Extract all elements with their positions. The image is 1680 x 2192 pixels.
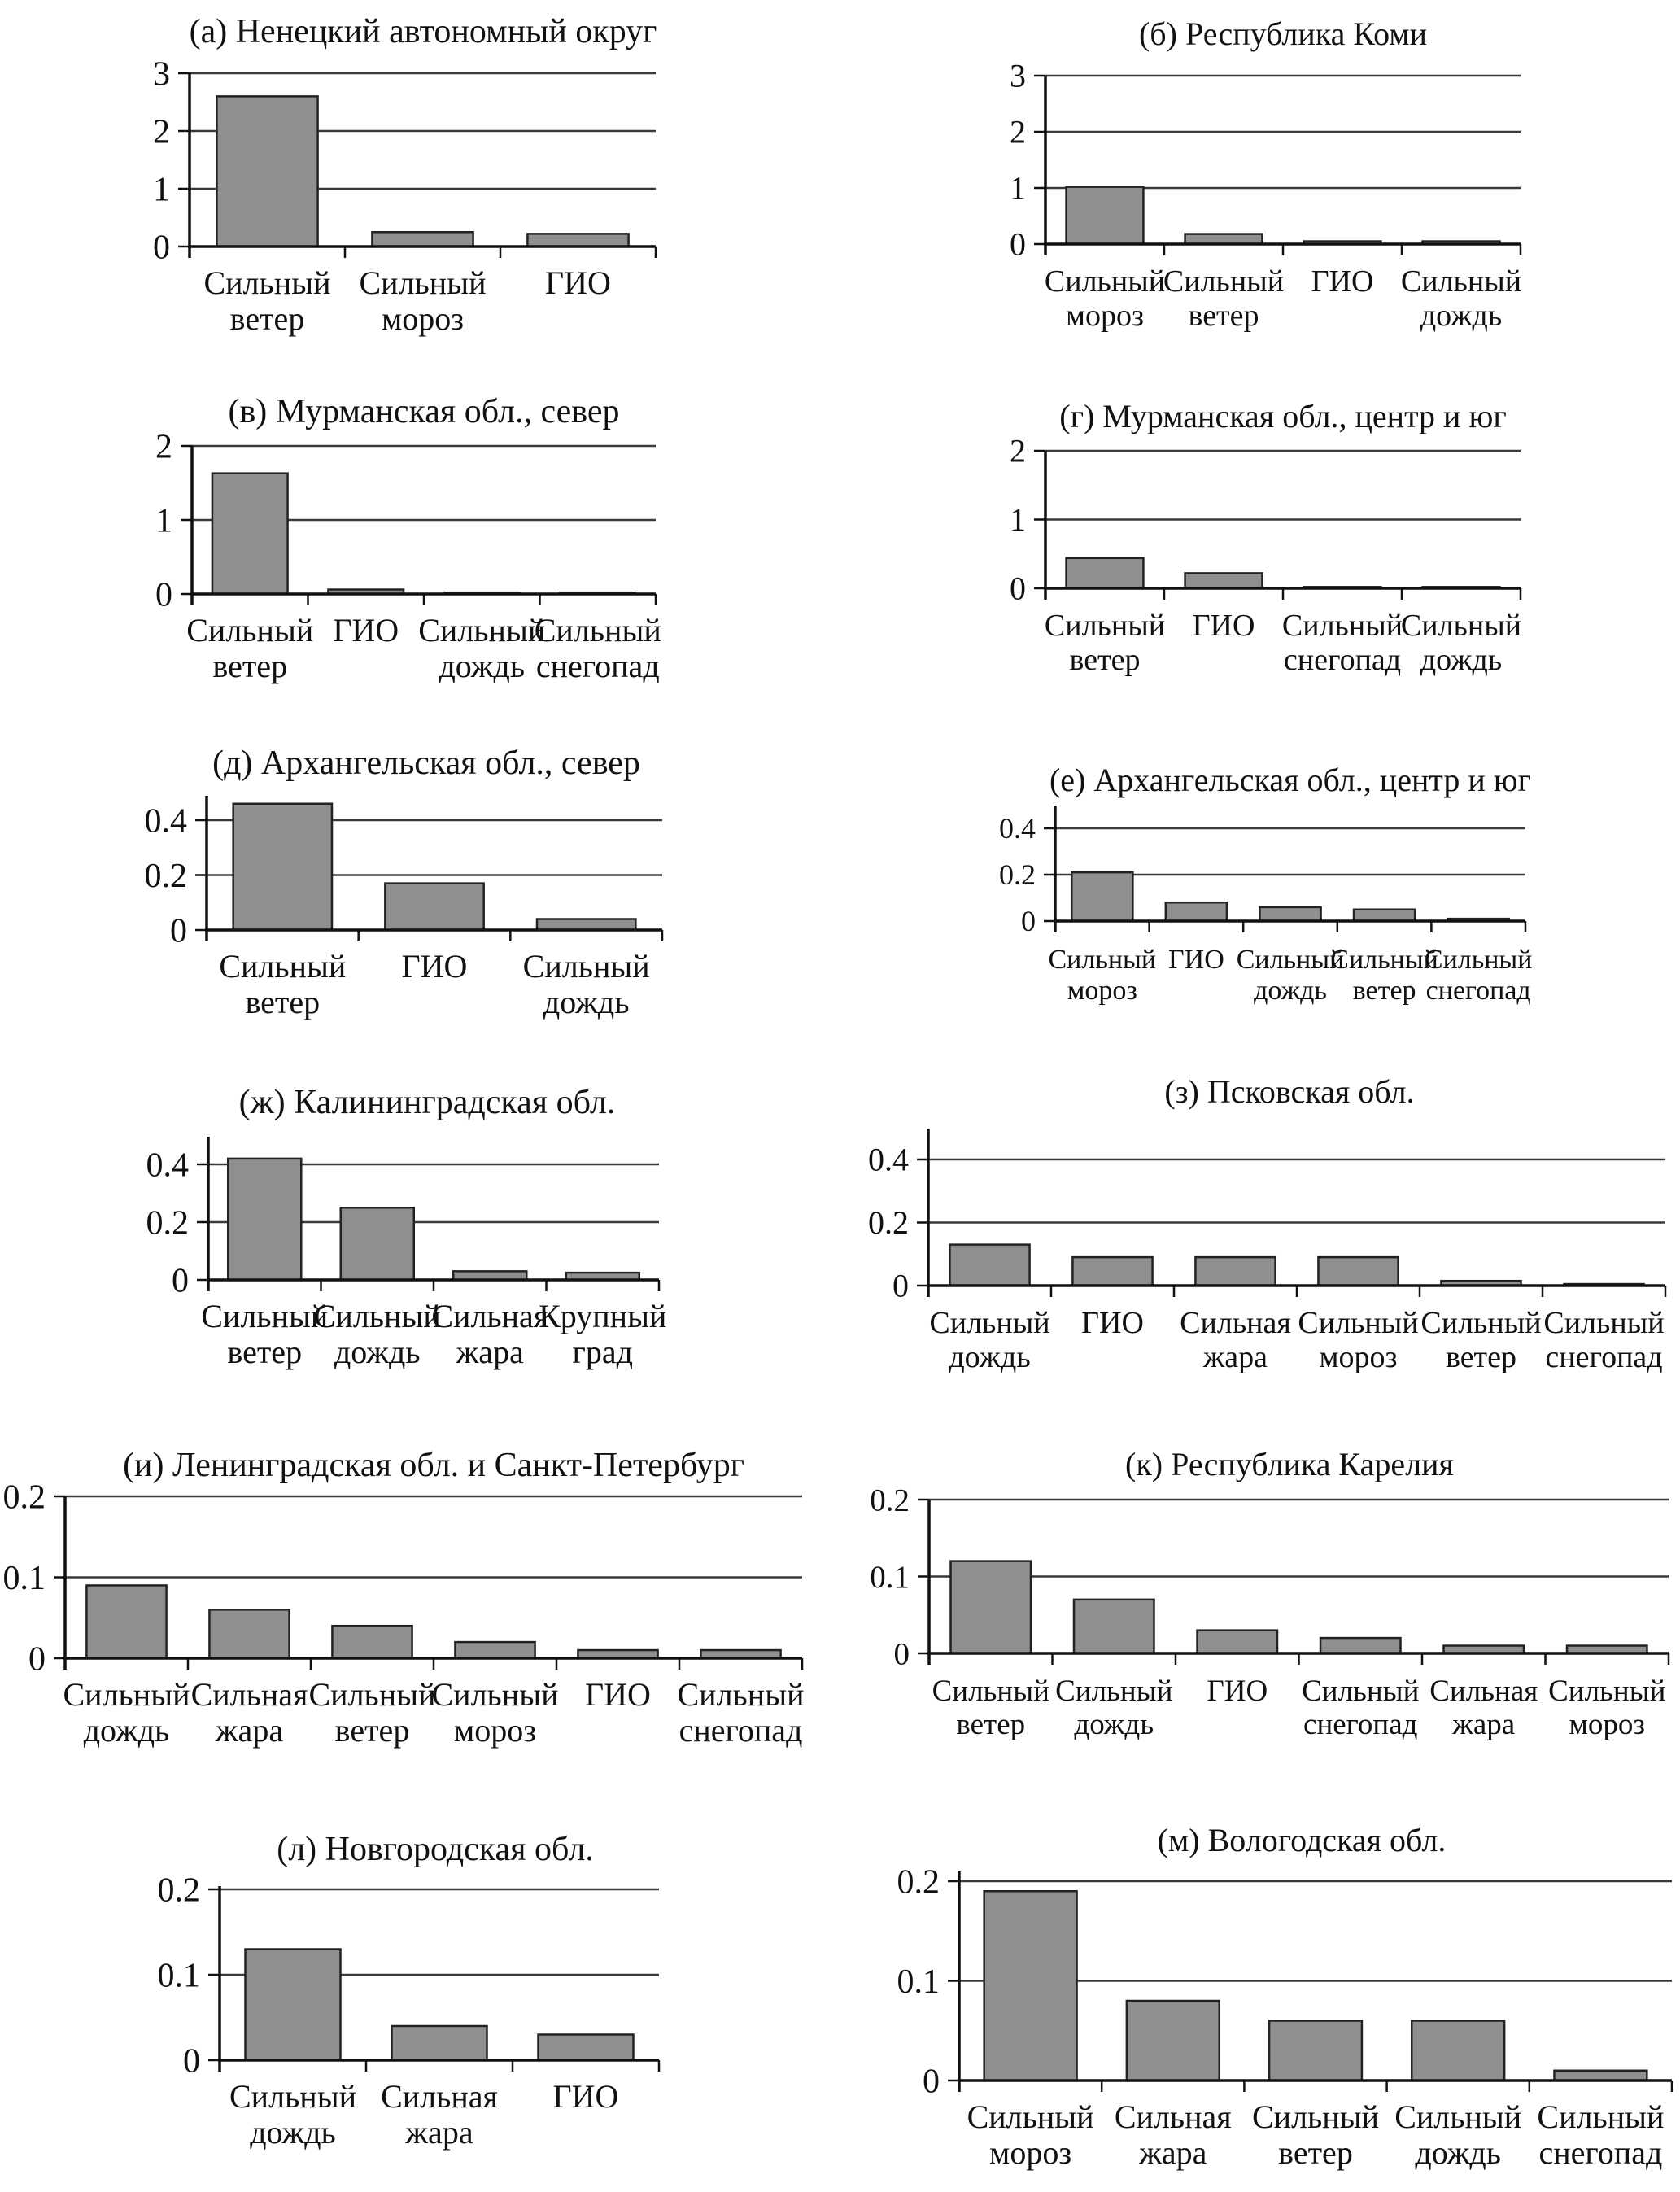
category-label: Сильный xyxy=(431,1676,559,1713)
category-label: Сильный xyxy=(1163,264,1285,299)
category-label: ветер xyxy=(956,1708,1026,1741)
category-label: Сильный xyxy=(1055,1675,1173,1708)
category-label: дождь xyxy=(439,648,526,684)
panel-title-z: (з) Псковская обл. xyxy=(1164,1073,1415,1110)
category-label: дождь xyxy=(1254,976,1327,1006)
bar-е-1 xyxy=(1166,902,1227,921)
bar-а-2 xyxy=(527,234,628,247)
y-tick-label: 0 xyxy=(170,912,187,950)
panel-title-l: (л) Новгородская обл. xyxy=(277,1831,594,1868)
bar-д-1 xyxy=(385,884,483,930)
category-label: мороз xyxy=(1065,299,1145,333)
category-label: ГИО xyxy=(1081,1306,1144,1340)
y-tick-label: 0.2 xyxy=(144,857,187,895)
y-tick-label: 0 xyxy=(1010,225,1026,263)
category-label: снегопад xyxy=(1545,1340,1663,1374)
category-label: ветер xyxy=(1188,299,1259,333)
category-label: жара xyxy=(215,1712,284,1749)
category-label: Сильный xyxy=(929,1306,1050,1340)
panel-title-m: (м) Вологодская обл. xyxy=(1157,1822,1447,1858)
category-label: Сильный xyxy=(522,948,650,985)
chart-panel-и xyxy=(3,1478,805,1749)
category-label: снегопад xyxy=(679,1712,803,1749)
category-label: ГИО xyxy=(401,948,468,985)
y-tick-label: 0 xyxy=(155,576,172,614)
bar-л-0 xyxy=(246,1950,341,2061)
category-label: ГИО xyxy=(333,612,399,648)
category-label: Сильный xyxy=(1252,2098,1379,2135)
category-label: снегопад xyxy=(1425,976,1531,1006)
category-label: Сильная xyxy=(431,1298,549,1334)
bar-ж-1 xyxy=(341,1207,414,1280)
y-tick-label: 0 xyxy=(893,1636,910,1672)
y-tick-label: 2 xyxy=(1010,113,1026,151)
y-tick-label: 2 xyxy=(155,428,172,466)
category-label: Сильный xyxy=(1424,945,1533,975)
panel-title-v: (в) Мурманская обл., север xyxy=(228,393,620,430)
category-label: Сильный xyxy=(1537,2098,1665,2135)
category-label: ветер xyxy=(229,300,305,337)
bar-м-3 xyxy=(1412,2021,1504,2081)
category-label: ветер xyxy=(1445,1340,1517,1374)
category-label: Сильный xyxy=(1236,945,1345,975)
y-tick-label: 0.2 xyxy=(146,1204,189,1242)
category-label: Сильный xyxy=(967,2098,1094,2135)
category-label: Сильный xyxy=(219,948,347,985)
y-tick-label: 0.4 xyxy=(999,812,1036,845)
category-label: Сильный xyxy=(308,1676,436,1713)
bar-з-2 xyxy=(1195,1257,1275,1286)
category-label: Сильный xyxy=(1548,1675,1666,1708)
category-label: ГИО xyxy=(1311,264,1374,299)
y-tick-label: 3 xyxy=(153,55,170,94)
panel-title-g: (г) Мурманская обл., центр и юг xyxy=(1059,398,1507,434)
y-tick-label: 0 xyxy=(923,2063,940,2101)
category-label: дождь xyxy=(949,1340,1031,1374)
bar-к-1 xyxy=(1074,1600,1154,1653)
y-tick-label: 0.2 xyxy=(2,1478,46,1517)
bar-ж-0 xyxy=(228,1159,301,1280)
bar-м-0 xyxy=(984,1891,1077,2081)
category-label: Сильный xyxy=(63,1676,190,1713)
category-label: Сильный xyxy=(1048,945,1157,975)
y-tick-label: 0.1 xyxy=(2,1559,46,1597)
panel-title-b: (б) Республика Коми xyxy=(1138,15,1428,52)
y-tick-label: 0.2 xyxy=(897,1863,940,1902)
y-tick-label: 0.4 xyxy=(868,1141,909,1178)
y-tick-label: 0 xyxy=(1021,905,1036,938)
category-label: ветер xyxy=(212,648,288,684)
category-label: Сильный xyxy=(203,264,331,301)
y-tick-label: 1 xyxy=(1010,169,1026,207)
category-label: жара xyxy=(456,1334,524,1370)
category-label: Сильный xyxy=(1420,1306,1542,1340)
panel-title-a: (а) Ненецкий автономный округ xyxy=(189,13,657,50)
bar-б-1 xyxy=(1185,234,1263,244)
bar-и-1 xyxy=(209,1609,289,1658)
category-label: град xyxy=(572,1334,634,1370)
category-label: ветер xyxy=(245,984,321,1020)
bar-в-0 xyxy=(212,474,288,594)
category-label: мороз xyxy=(989,2134,1072,2171)
y-tick-label: 0 xyxy=(153,229,170,267)
category-label: ГИО xyxy=(552,2078,619,2115)
category-label: Крупный xyxy=(539,1298,667,1334)
category-label: Сильный xyxy=(1400,264,1522,299)
bar-к-3 xyxy=(1320,1638,1400,1653)
category-label: мороз xyxy=(381,300,465,337)
bar-к-0 xyxy=(951,1561,1031,1653)
y-tick-label: 0 xyxy=(28,1640,46,1679)
category-label: ветер xyxy=(1278,2134,1353,2171)
y-tick-label: 0.2 xyxy=(870,1482,910,1518)
category-label: Сильный xyxy=(1044,264,1166,299)
bar-з-1 xyxy=(1072,1257,1152,1286)
panel-title-zh: (ж) Калининградская обл. xyxy=(238,1084,616,1121)
y-tick-label: 0.4 xyxy=(146,1146,189,1185)
category-label: Сильный xyxy=(186,612,314,648)
chart-panel-з xyxy=(868,1129,1665,1374)
category-label: жара xyxy=(1203,1340,1268,1374)
category-label: ГИО xyxy=(1192,609,1255,643)
bar-з-0 xyxy=(949,1245,1029,1286)
category-label: ГИО xyxy=(545,264,611,301)
y-tick-label: 0.2 xyxy=(999,858,1036,892)
category-label: дождь xyxy=(543,984,630,1020)
category-label: ветер xyxy=(1069,643,1141,677)
bar-г-1 xyxy=(1185,573,1263,588)
chart-panel-а xyxy=(153,55,656,337)
y-tick-label: 1 xyxy=(155,502,172,540)
bar-е-0 xyxy=(1071,872,1132,921)
y-tick-label: 2 xyxy=(153,113,170,151)
category-label: Сильный xyxy=(677,1676,805,1713)
category-label: Сильный xyxy=(1044,609,1166,643)
panel-title-e: (е) Архангельская обл., центр и юг xyxy=(1049,762,1532,798)
bar-и-2 xyxy=(332,1626,412,1658)
category-label: Сильный xyxy=(418,612,546,648)
bar-а-1 xyxy=(372,232,473,247)
chart-panel-к xyxy=(870,1482,1669,1741)
category-label: Сильный xyxy=(1298,1306,1419,1340)
category-label: Сильный xyxy=(359,264,487,301)
category-label: мороз xyxy=(1319,1340,1398,1374)
y-tick-label: 0.2 xyxy=(868,1204,909,1242)
bar-б-0 xyxy=(1067,187,1144,244)
category-label: Сильный xyxy=(1302,1675,1420,1708)
bar-д-2 xyxy=(537,919,635,931)
y-tick-label: 0 xyxy=(172,1262,189,1300)
category-label: снегопад xyxy=(1538,2134,1663,2171)
y-tick-label: 0.4 xyxy=(144,802,187,841)
category-label: снегопад xyxy=(1283,643,1402,677)
category-label: Сильный xyxy=(1394,2098,1522,2135)
category-label: мороз xyxy=(453,1712,537,1749)
bar-и-0 xyxy=(86,1585,166,1658)
chart-panel-л xyxy=(158,1871,660,2151)
bar-м-4 xyxy=(1554,2071,1647,2081)
panel-title-d: (д) Архангельская обл., север xyxy=(212,744,640,782)
chart-panel-б xyxy=(1010,58,1521,333)
category-label: Сильная xyxy=(1114,2098,1232,2135)
category-label: Сильная xyxy=(190,1676,308,1713)
category-label: ГИО xyxy=(1168,945,1224,975)
category-label: Сильный xyxy=(1281,609,1403,643)
category-label: ветер xyxy=(227,1334,303,1370)
category-label: Сильный xyxy=(932,1675,1049,1708)
bar-а-0 xyxy=(216,96,317,247)
y-tick-label: 0 xyxy=(892,1267,909,1304)
bar-м-1 xyxy=(1127,2001,1220,2081)
chart-panel-м xyxy=(897,1863,1673,2171)
category-label: Сильный xyxy=(229,2078,356,2115)
category-label: жара xyxy=(405,2114,473,2151)
chart-panel-ж xyxy=(146,1137,667,1370)
y-tick-label: 0.2 xyxy=(157,1871,200,1910)
category-label: дождь xyxy=(334,1334,421,1370)
y-tick-label: 0.1 xyxy=(897,1963,940,2001)
category-label: Сильная xyxy=(1180,1306,1291,1340)
category-label: снегопад xyxy=(535,648,660,684)
y-tick-label: 0 xyxy=(183,2042,200,2081)
y-tick-label: 1 xyxy=(1010,501,1026,539)
category-label: дождь xyxy=(1420,643,1503,677)
bar-к-2 xyxy=(1198,1631,1277,1653)
bar-и-3 xyxy=(455,1642,535,1658)
category-label: Сильный xyxy=(313,1298,441,1334)
category-label: жара xyxy=(1139,2134,1207,2171)
category-label: Сильный xyxy=(534,612,661,648)
category-label: жара xyxy=(1452,1708,1516,1741)
bar-е-2 xyxy=(1259,907,1320,921)
panel-title-k: (к) Республика Карелия xyxy=(1125,1446,1454,1482)
category-label: дождь xyxy=(250,2114,336,2151)
category-label: мороз xyxy=(1569,1708,1646,1741)
category-label: Сильный xyxy=(1543,1306,1665,1340)
category-label: дождь xyxy=(83,1712,170,1749)
category-label: Сильный xyxy=(201,1298,329,1334)
chart-panel-д xyxy=(145,796,663,1020)
bar-г-0 xyxy=(1067,558,1144,588)
category-label: Сильный xyxy=(1330,945,1438,975)
y-tick-label: 2 xyxy=(1010,432,1026,469)
category-label: ветер xyxy=(334,1712,410,1749)
category-label: дождь xyxy=(1415,2134,1501,2171)
category-label: дождь xyxy=(1420,299,1503,333)
y-tick-label: 1 xyxy=(153,171,170,209)
bar-л-2 xyxy=(539,2035,634,2061)
bar-л-1 xyxy=(392,2026,487,2060)
bar-м-2 xyxy=(1269,2021,1362,2081)
category-label: снегопад xyxy=(1303,1708,1418,1741)
y-tick-label: 0.1 xyxy=(157,1957,200,1995)
bar-д-0 xyxy=(233,804,332,930)
category-label: ГИО xyxy=(585,1676,651,1713)
category-label: Сильный xyxy=(1400,609,1522,643)
category-label: мороз xyxy=(1067,976,1137,1006)
category-label: Сильная xyxy=(1429,1675,1538,1708)
category-label: ГИО xyxy=(1207,1675,1268,1708)
category-label: дождь xyxy=(1074,1708,1154,1741)
y-tick-label: 0.1 xyxy=(870,1559,910,1595)
y-tick-label: 0 xyxy=(1010,570,1026,607)
panel-title-i: (и) Ленинградская обл. и Санкт-Петербург xyxy=(123,1447,744,1484)
category-label: ветер xyxy=(1352,976,1416,1006)
chart-panel-г xyxy=(1010,433,1521,677)
chart-panel-в xyxy=(155,428,661,684)
bar-з-3 xyxy=(1318,1257,1398,1286)
bar-е-3 xyxy=(1354,910,1415,921)
y-tick-label: 3 xyxy=(1010,57,1026,94)
chart-panel-е xyxy=(999,806,1532,1006)
category-label: Сильная xyxy=(381,2078,498,2115)
